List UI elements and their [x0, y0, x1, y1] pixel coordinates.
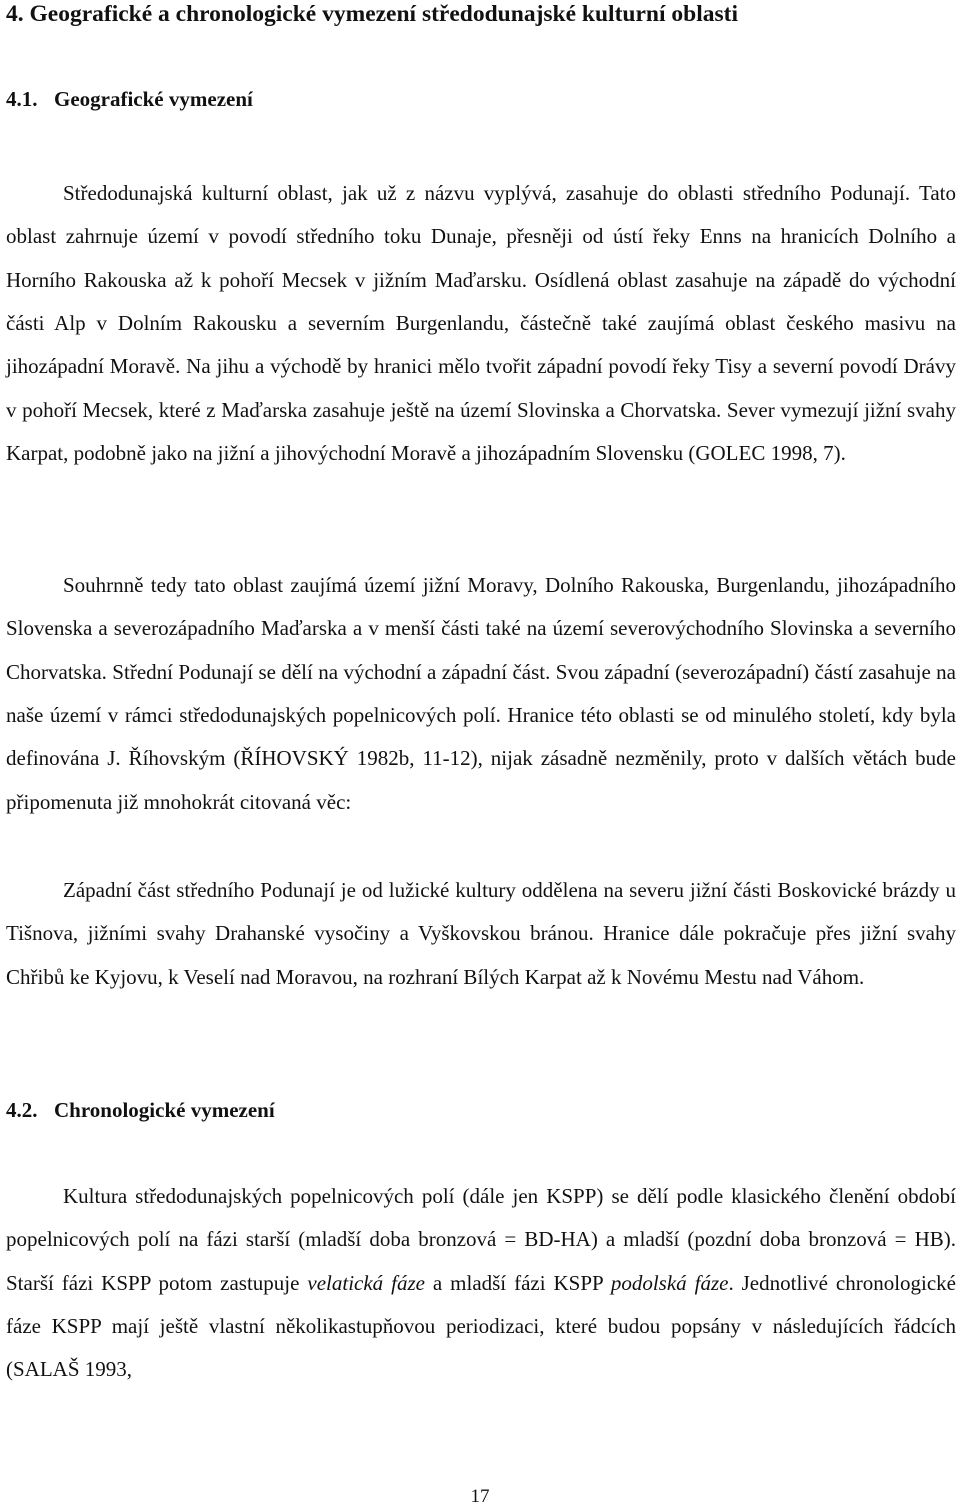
term-velaticka-faze: velatická fáze	[307, 1270, 425, 1295]
chapter-heading: 4. Geografické a chronologické vymezení středodunajské kulturní oblasti	[6, 1, 738, 27]
section-number: 4.1.	[6, 87, 38, 111]
paragraph-chronology	[6, 1175, 956, 1392]
chronology-text-part: a mladší fázi KSPP	[424, 1270, 611, 1295]
paragraph-summary: Souhrnně tedy tato oblast zaujímá území jižní Moravy, Dolního Rakouska, Burgenlandu, jihozápadního Slovenska a severozápadního Maďarska a v menší části také na území severovýchodního Slovinska a severního Chorvatska. Střední Podunají se dělí na východní a západní část. Svou západní (severozápadní) částí zasahuje na naše území v rámci středodunajských popelnicových polí. Hranice této oblasti se od minulého století, kdy byla definována J. Říhovským (ŘÍHOVSKÝ 1982b, 11-12), nijak zásadně nezměnily, proto v dalších větách bude připomenuta již mnohokrát citovaná věc:	[6, 573, 956, 814]
section-number: 4.2.	[6, 1098, 38, 1122]
paragraph-geographic-extent: Středodunajská kulturní oblast, jak už z názvu vyplývá, zasahuje do oblasti středního Podunají. Tato oblast zahrnuje území v povodí středního toku Dunaje, přesněji od ústí řeky Enns na hranicích Dolního a Horního Rakouska až k pohoří Mecsek v jižním Maďarsku. Osídlená oblast zasahuje na západě do východní části Alp v Dolním Rakousku a severním Burgenlandu, částečně také zaujímá oblast českého masivu na jihozápadní Moravě. Na jihu a východě by hranici mělo tvořit západní povodí řeky Tisy a severní povodí Drávy v pohoří Mecsek, které z Maďarska zasahuje ještě na území Slovinska a Chorvatska. Sever vymezují jižní svahy Karpat, podobně jako na jižní a jihovýchodní Moravě a jihozápadním Slovensku (GOLEC 1998, 7).	[6, 181, 956, 466]
section-heading-geographic	[6, 84, 253, 114]
chronology-text-part: . Jednotlivé chronologické fáze KSPP mají ještě vlastní několikastupňovou periodizaci, které budou popsány v následujících řádcích (SALAŠ 1993,	[6, 1270, 957, 1382]
term-podolska-faze: podolská fáze	[610, 1270, 729, 1295]
paragraph-quoted-boundary: Západní část středního Podunají je od lužické kultury oddělena na severu jižní části Boskovické brázdy u Tišnova, jižními svahy Drahanské vysočiny a Vyškovskou bránou. Hranice dále pokračuje přes jižní svahy Chřibů ke Kyjovu, k Veselí nad Moravou, na rozhraní Bílých Karpat až k Novému Mestu nad Váhom.	[6, 878, 956, 989]
section-title: Geografické vymezení	[54, 87, 253, 111]
page-number: 17	[470, 1486, 490, 1507]
section-heading-chronological	[6, 1095, 275, 1125]
section-title: Chronologické vymezení	[54, 1098, 275, 1122]
chronology-text-part: Kultura středodunajských popelnicových polí (dále jen KSPP) se dělí podle klasického členění období popelnicových polí na fázi starší (mladší doba bronzová = BD-HA) a mladší (pozdní doba bronzová = HB). Starší fázi KSPP potom zastupuje	[6, 1184, 956, 1295]
